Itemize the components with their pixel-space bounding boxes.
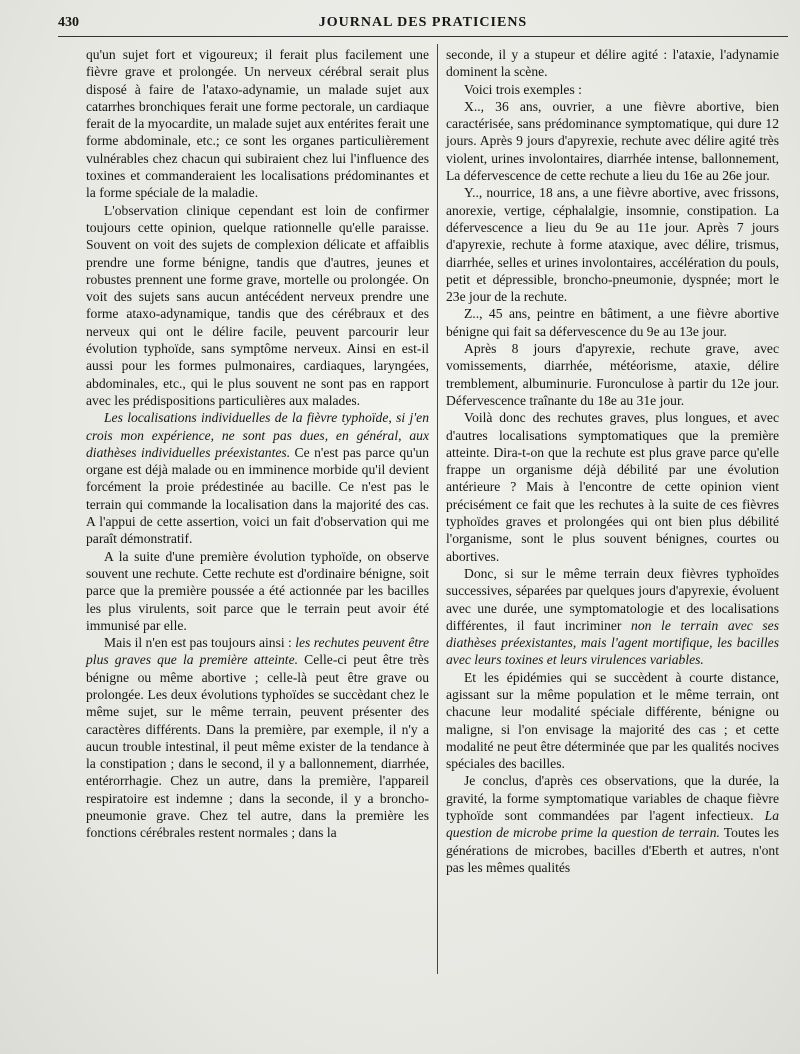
paragraph-text: Toutes les générations de microbes, bacilles d'Eberth et autres, n'ont pas les mêmes qualités — [446, 825, 779, 875]
paragraph: qu'un sujet fort et vigoureux; il ferait plus facilement une fièvre grave et prolongée. Un nerveux cérébral serait plus disposé à faire de l'ataxo-adynamie, un malade sujet aux catarrhes bronchiques ferait une forme pectorale, un cardiaque ferait de la myocardite, un malade sujet aux entérites ferait une forme abdominale, etc.; ce sont les organes particulièrement vulnérables chez chacun qui subiraient chez lui l'influence des toxines et commanderaient les localisations prédominantes et la forme spéciale de la maladie. — [86, 47, 429, 201]
paragraph: seconde, il y a stupeur et délire agité : l'ataxie, l'adynamie dominent la scène. — [446, 47, 779, 80]
column-divider — [437, 44, 438, 974]
paragraph — [446, 565, 779, 669]
paragraph — [86, 409, 429, 547]
right-column — [446, 46, 779, 876]
page-header — [58, 10, 788, 37]
left-column — [86, 46, 429, 842]
page-number: 430 — [58, 15, 79, 30]
italic-statement: Les localisations individuelles de la fièvre typhoïde, si j'en crois mon expérience, ne sont pas dues, en général, aux diathèses individuelles préexistantes. — [86, 410, 429, 460]
paragraph — [446, 772, 779, 876]
paragraph-text: Je conclus, d'après ces observations, que la durée, la gravité, la forme symptomatique variables de chaque fièvre typhoïde sont commandées par l'agent infectieux. — [446, 773, 779, 824]
paragraph: Voilà donc des rechutes graves, plus longues, et avec d'autres localisations symptomatiques que la première atteinte. Dira-t-on que la rechute est plus grave parce qu'elle frappe un organisme déjà débilité par une évolution antérieure ? Mais à l'encontre de cette opinion vient précisément ce fait que les rechutes à la suite de ces fièvres typhoïdes graves et prolongées qui ont bien plus débilité l'organisme, sont le plus souvent bénignes, courtes ou abortives. — [446, 410, 779, 564]
paragraph-text: Ce n'est pas parce qu'un organe est déjà malade ou en imminence morbide qu'il devient forcément la proie prédestinée au bacille. Ce n'est pas le terrain qui commande la localisation dans la majorité des cas. A l'appui de cette assertion, voici un fait d'observation qui me paraît démonstratif. — [86, 444, 429, 547]
paragraph-text: Donc, si sur le même terrain deux fièvres typhoïdes successives, séparées par quelques jours d'apyrexie, évoluent avec une durée, une symptomatologie et des localisations différentes, il faut incriminer — [446, 565, 779, 633]
italic-statement: La question de microbe prime la question de terrain. — [446, 808, 779, 841]
italic-statement: les rechutes peuvent être plus graves que la première atteinte. — [86, 635, 429, 668]
italic-statement: non le terrain avec ses diathèses préexistantes, mais l'agent mortifique, les bacilles avec leurs toxines et leurs virulences variables. — [446, 617, 779, 668]
case-paragraph: Y.., nourrice, 18 ans, a une fièvre abortive, avec frissons, anorexie, vertige, céphalalgie, insomnie, constipation. La défervescence a lieu du 9e au 11e jour. Après 7 jours d'apyrexie, rechute à forme ataxique, avec délire, trismus, diarrhée, selles et urines involontaires, accélération du pouls, petit et dépressible, broncho-pneumonie, dyspnée; mort le 23e jour de la rechute. — [446, 185, 779, 305]
journal-title: JOURNAL DES PRATICIENS — [318, 15, 528, 30]
paragraph: A la suite d'une première évolution typhoïde, on observe souvent une rechute. Cette rechute est d'ordinaire bénigne, soit parce que la première poussée a été actionnée par les bacilles les plus virulents, soit parce que le terrain peut avoir été immunisé par elle. — [86, 548, 429, 633]
paragraph: Voici trois exemples : — [464, 81, 582, 97]
paragraph — [86, 634, 429, 842]
case-paragraph: Z.., 45 ans, peintre en bâtiment, a une fièvre abortive bénigne qui fait sa défervescence du 9e au 13e jour. — [446, 306, 779, 339]
case-paragraph: X.., 36 ans, ouvrier, a une fièvre abortive, bien caractérisée, sans prédominance symptomatique, qui dure 12 jours. Après 9 jours d'apyrexie, rechute avec délire agité très violent, urines involontaires, diarrhée intense, ballonnement, La défervescence de cette rechute a lieu du 16e au 26e jour. — [446, 98, 779, 184]
paragraph-text: Celle-ci peut être très bénigne ou même abortive ; celle-là peut être grave ou prolongée. Les deux évolutions typhoïdes se succèdant chez le même sujet, sur le même terrain, peuvent présenter des caractères différents. Dans la première, par exemple, il n'y a aucun trouble intestinal, il peut même exister de la tendance à la constipation ; dans le second, il y a ballonnement, diarrhée, entérorrhagie. Chez un autre, dans la première, l'appareil respiratoire est indemne ; dans la seconde, il y a broncho-pneumonie grave. Chez tel autre, dans la première les fonctions cérébrales restent normales ; dans la — [86, 652, 429, 841]
paragraph: Et les épidémies qui se succèdent à courte distance, agissant sur la même population et le même terrain, ont chacune leur modalité spéciale différente, bénigne ou maligne, si l'on envisage la majorité des cas ; et cette modalité ne peut être déterminée que par les qualités nocives spéciales des bacilles. — [446, 669, 779, 772]
paragraph: Après 8 jours d'apyrexie, rechute grave, avec vomissements, diarrhée, météorisme, ataxie, délire tremblement, albuminurie. Furonculose à partir du 12e jour. Défervescence traînante du 18e au 31e jour. — [446, 341, 779, 408]
paragraph: L'observation clinique cependant est loin de confirmer toujours cette opinion, quelque rationnelle qu'elle paraisse. Souvent on voit des sujets de complexion délicate et affaiblis prendre une forme bénigne, tandis que d'autres, jeunes et robustes prennent une forme grave, mortelle ou prolongée. On voit des sujets sans aucun antécédent nerveux prendre une forme ataxo-adynamique, tandis que des cérébraux et des nerveux qui ont le délire facile, peuvent parcourir leur évolution typhoïde, sans symptôme nerveux. Ainsi en est-il aussi pour les formes pulmonaires, cardiaques, laryngées, abdominales, etc., qui le plus souvent ne sont pas en rapport avec les prédispositions particulières aux malades. — [86, 202, 429, 408]
paragraph-text: Mais il n'en est pas toujours ainsi : — [104, 635, 296, 651]
